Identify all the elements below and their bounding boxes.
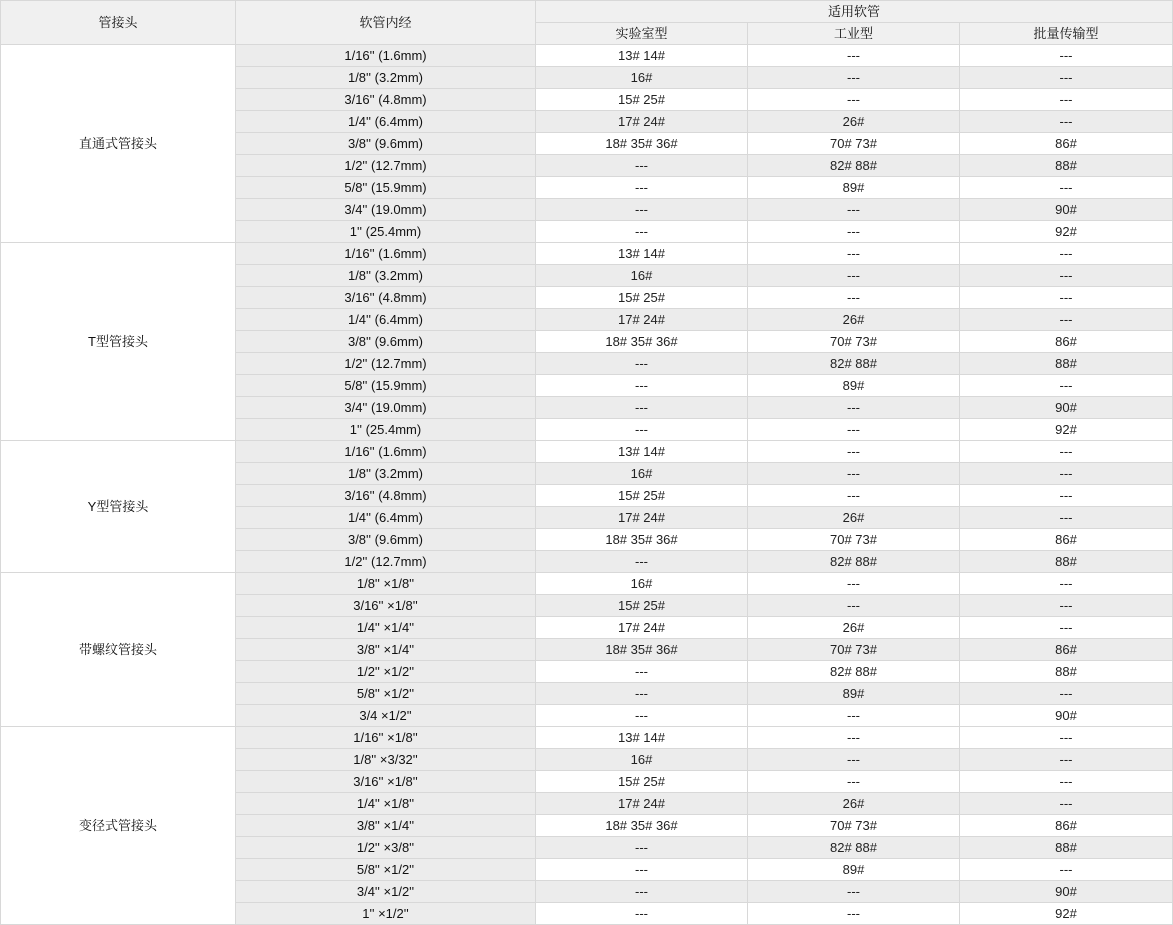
bulk-type-cell: 88# (960, 551, 1173, 573)
lab-type-cell: 15# 25# (536, 485, 748, 507)
industrial-type-cell: --- (748, 771, 960, 793)
industrial-type-cell: --- (748, 45, 960, 67)
tube-id-cell: 3/16'' (4.8mm) (236, 287, 536, 309)
lab-type-cell: 17# 24# (536, 111, 748, 133)
tube-id-cell: 1/2'' (12.7mm) (236, 551, 536, 573)
bulk-type-cell: --- (960, 375, 1173, 397)
bulk-type-cell: --- (960, 595, 1173, 617)
bulk-type-cell: --- (960, 771, 1173, 793)
lab-type-cell: 17# 24# (536, 309, 748, 331)
tube-id-cell: 1/2'' (12.7mm) (236, 155, 536, 177)
lab-type-cell: 13# 14# (536, 727, 748, 749)
industrial-type-cell: --- (748, 265, 960, 287)
fitting-type-cell: 直通式管接头 (1, 45, 236, 243)
tube-id-cell: 5/8'' ×1/2'' (236, 859, 536, 881)
industrial-type-cell: 26# (748, 507, 960, 529)
industrial-type-cell: --- (748, 573, 960, 595)
lab-type-cell: 13# 14# (536, 441, 748, 463)
tube-id-cell: 3/16'' ×1/8'' (236, 595, 536, 617)
bulk-type-cell: 88# (960, 837, 1173, 859)
bulk-type-cell: --- (960, 67, 1173, 89)
industrial-type-cell: --- (748, 705, 960, 727)
industrial-type-cell: --- (748, 463, 960, 485)
table-row (1, 727, 1173, 749)
lab-type-cell: 18# 35# 36# (536, 815, 748, 837)
column-header-applicable-tube: 适用软管 (536, 1, 1173, 23)
header-row-top (1, 1, 1173, 23)
fitting-type-cell: T型管接头 (1, 243, 236, 441)
industrial-type-cell: --- (748, 243, 960, 265)
column-header-tube-id: 软管内经 (236, 1, 536, 45)
table-row (1, 573, 1173, 595)
lab-type-cell: --- (536, 199, 748, 221)
industrial-type-cell: --- (748, 595, 960, 617)
tube-id-cell: 1/2'' ×3/8'' (236, 837, 536, 859)
column-header-fitting-type: 管接头 (1, 1, 236, 45)
bulk-type-cell: --- (960, 507, 1173, 529)
lab-type-cell: --- (536, 177, 748, 199)
bulk-type-cell: 90# (960, 881, 1173, 903)
industrial-type-cell: --- (748, 199, 960, 221)
column-header-industrial-type: 工业型 (748, 23, 960, 45)
lab-type-cell: 17# 24# (536, 507, 748, 529)
industrial-type-cell: --- (748, 903, 960, 925)
bulk-type-cell: --- (960, 859, 1173, 881)
tube-id-cell: 1/16'' ×1/8'' (236, 727, 536, 749)
bulk-type-cell: 88# (960, 661, 1173, 683)
tube-id-cell: 3/4'' (19.0mm) (236, 199, 536, 221)
tube-id-cell: 3/16'' (4.8mm) (236, 485, 536, 507)
tube-id-cell: 1/16'' (1.6mm) (236, 441, 536, 463)
lab-type-cell: --- (536, 551, 748, 573)
industrial-type-cell: 70# 73# (748, 815, 960, 837)
lab-type-cell: 16# (536, 573, 748, 595)
bulk-type-cell: 86# (960, 133, 1173, 155)
tube-id-cell: 5/8'' ×1/2'' (236, 683, 536, 705)
bulk-type-cell: --- (960, 617, 1173, 639)
industrial-type-cell: --- (748, 287, 960, 309)
tube-id-cell: 1/4'' (6.4mm) (236, 309, 536, 331)
tube-id-cell: 1'' ×1/2'' (236, 903, 536, 925)
lab-type-cell: 17# 24# (536, 617, 748, 639)
bulk-type-cell: 90# (960, 397, 1173, 419)
industrial-type-cell: 26# (748, 309, 960, 331)
lab-type-cell: --- (536, 353, 748, 375)
industrial-type-cell: 82# 88# (748, 353, 960, 375)
bulk-type-cell: 88# (960, 155, 1173, 177)
tube-id-cell: 1'' (25.4mm) (236, 419, 536, 441)
table-row (1, 45, 1173, 67)
lab-type-cell: --- (536, 419, 748, 441)
industrial-type-cell: 26# (748, 617, 960, 639)
industrial-type-cell: 26# (748, 793, 960, 815)
tube-id-cell: 1/16'' (1.6mm) (236, 243, 536, 265)
bulk-type-cell: 86# (960, 639, 1173, 661)
tube-id-cell: 1/8'' (3.2mm) (236, 67, 536, 89)
tube-id-cell: 3/8'' ×1/4'' (236, 815, 536, 837)
bulk-type-cell: --- (960, 243, 1173, 265)
lab-type-cell: --- (536, 375, 748, 397)
lab-type-cell: 18# 35# 36# (536, 331, 748, 353)
tube-id-cell: 3/8'' (9.6mm) (236, 529, 536, 551)
tube-id-cell: 1/4'' ×1/4'' (236, 617, 536, 639)
industrial-type-cell: 82# 88# (748, 837, 960, 859)
industrial-type-cell: 89# (748, 177, 960, 199)
industrial-type-cell: 70# 73# (748, 639, 960, 661)
table-body (1, 45, 1173, 925)
bulk-type-cell: 92# (960, 419, 1173, 441)
bulk-type-cell: 88# (960, 353, 1173, 375)
bulk-type-cell: 92# (960, 221, 1173, 243)
tube-id-cell: 3/8'' (9.6mm) (236, 331, 536, 353)
industrial-type-cell: 70# 73# (748, 331, 960, 353)
industrial-type-cell: 89# (748, 859, 960, 881)
bulk-type-cell: --- (960, 793, 1173, 815)
bulk-type-cell: --- (960, 463, 1173, 485)
fitting-type-cell: 带螺纹管接头 (1, 573, 236, 727)
industrial-type-cell: 70# 73# (748, 133, 960, 155)
industrial-type-cell: 82# 88# (748, 661, 960, 683)
industrial-type-cell: 82# 88# (748, 551, 960, 573)
lab-type-cell: 15# 25# (536, 89, 748, 111)
column-header-lab-type: 实验室型 (536, 23, 748, 45)
bulk-type-cell: 90# (960, 705, 1173, 727)
lab-type-cell: 16# (536, 463, 748, 485)
tube-id-cell: 1/4'' (6.4mm) (236, 111, 536, 133)
industrial-type-cell: 26# (748, 111, 960, 133)
lab-type-cell: --- (536, 903, 748, 925)
lab-type-cell: 17# 24# (536, 793, 748, 815)
lab-type-cell: --- (536, 705, 748, 727)
bulk-type-cell: --- (960, 287, 1173, 309)
tube-id-cell: 3/8'' ×1/4'' (236, 639, 536, 661)
table-header (1, 1, 1173, 45)
industrial-type-cell: --- (748, 485, 960, 507)
tube-id-cell: 1/8'' (3.2mm) (236, 463, 536, 485)
lab-type-cell: 15# 25# (536, 595, 748, 617)
bulk-type-cell: --- (960, 309, 1173, 331)
industrial-type-cell: --- (748, 221, 960, 243)
bulk-type-cell: --- (960, 683, 1173, 705)
tube-id-cell: 1/8'' ×1/8'' (236, 573, 536, 595)
fitting-type-cell: 变径式管接头 (1, 727, 236, 925)
tube-id-cell: 1/8'' ×3/32'' (236, 749, 536, 771)
industrial-type-cell: 82# 88# (748, 155, 960, 177)
lab-type-cell: 13# 14# (536, 243, 748, 265)
lab-type-cell: --- (536, 221, 748, 243)
column-header-bulk-type: 批量传输型 (960, 23, 1173, 45)
bulk-type-cell: --- (960, 111, 1173, 133)
tube-id-cell: 3/16'' (4.8mm) (236, 89, 536, 111)
bulk-type-cell: --- (960, 177, 1173, 199)
table-row (1, 243, 1173, 265)
bulk-type-cell: 90# (960, 199, 1173, 221)
lab-type-cell: 18# 35# 36# (536, 529, 748, 551)
industrial-type-cell: 89# (748, 375, 960, 397)
bulk-type-cell: 86# (960, 331, 1173, 353)
tube-id-cell: 1/16'' (1.6mm) (236, 45, 536, 67)
lab-type-cell: --- (536, 683, 748, 705)
lab-type-cell: 16# (536, 749, 748, 771)
lab-type-cell: 15# 25# (536, 287, 748, 309)
tube-id-cell: 1/2'' (12.7mm) (236, 353, 536, 375)
bulk-type-cell: --- (960, 441, 1173, 463)
lab-type-cell: --- (536, 397, 748, 419)
tube-id-cell: 1/4'' ×1/8'' (236, 793, 536, 815)
tube-id-cell: 1/2'' ×1/2'' (236, 661, 536, 683)
industrial-type-cell: --- (748, 397, 960, 419)
lab-type-cell: --- (536, 859, 748, 881)
industrial-type-cell: --- (748, 749, 960, 771)
industrial-type-cell: --- (748, 441, 960, 463)
lab-type-cell: --- (536, 837, 748, 859)
bulk-type-cell: --- (960, 573, 1173, 595)
lab-type-cell: 18# 35# 36# (536, 639, 748, 661)
industrial-type-cell: --- (748, 89, 960, 111)
industrial-type-cell: --- (748, 881, 960, 903)
tube-id-cell: 3/8'' (9.6mm) (236, 133, 536, 155)
lab-type-cell: 16# (536, 67, 748, 89)
tube-id-cell: 3/4'' (19.0mm) (236, 397, 536, 419)
lab-type-cell: 16# (536, 265, 748, 287)
lab-type-cell: --- (536, 881, 748, 903)
bulk-type-cell: 86# (960, 529, 1173, 551)
tube-id-cell: 1/4'' (6.4mm) (236, 507, 536, 529)
tube-id-cell: 1'' (25.4mm) (236, 221, 536, 243)
tube-id-cell: 1/8'' (3.2mm) (236, 265, 536, 287)
tube-id-cell: 5/8'' (15.9mm) (236, 177, 536, 199)
fitting-type-cell: Y型管接头 (1, 441, 236, 573)
bulk-type-cell: --- (960, 485, 1173, 507)
tube-id-cell: 3/16'' ×1/8'' (236, 771, 536, 793)
lab-type-cell: 18# 35# 36# (536, 133, 748, 155)
table-row (1, 441, 1173, 463)
bulk-type-cell: --- (960, 89, 1173, 111)
tube-id-cell: 3/4 ×1/2'' (236, 705, 536, 727)
bulk-type-cell: 86# (960, 815, 1173, 837)
industrial-type-cell: --- (748, 419, 960, 441)
lab-type-cell: --- (536, 661, 748, 683)
bulk-type-cell: --- (960, 727, 1173, 749)
industrial-type-cell: --- (748, 67, 960, 89)
bulk-type-cell: --- (960, 749, 1173, 771)
tube-id-cell: 5/8'' (15.9mm) (236, 375, 536, 397)
lab-type-cell: 13# 14# (536, 45, 748, 67)
lab-type-cell: --- (536, 155, 748, 177)
industrial-type-cell: --- (748, 727, 960, 749)
industrial-type-cell: 89# (748, 683, 960, 705)
bulk-type-cell: 92# (960, 903, 1173, 925)
tube-id-cell: 3/4'' ×1/2'' (236, 881, 536, 903)
bulk-type-cell: --- (960, 265, 1173, 287)
industrial-type-cell: 70# 73# (748, 529, 960, 551)
lab-type-cell: 15# 25# (536, 771, 748, 793)
bulk-type-cell: --- (960, 45, 1173, 67)
